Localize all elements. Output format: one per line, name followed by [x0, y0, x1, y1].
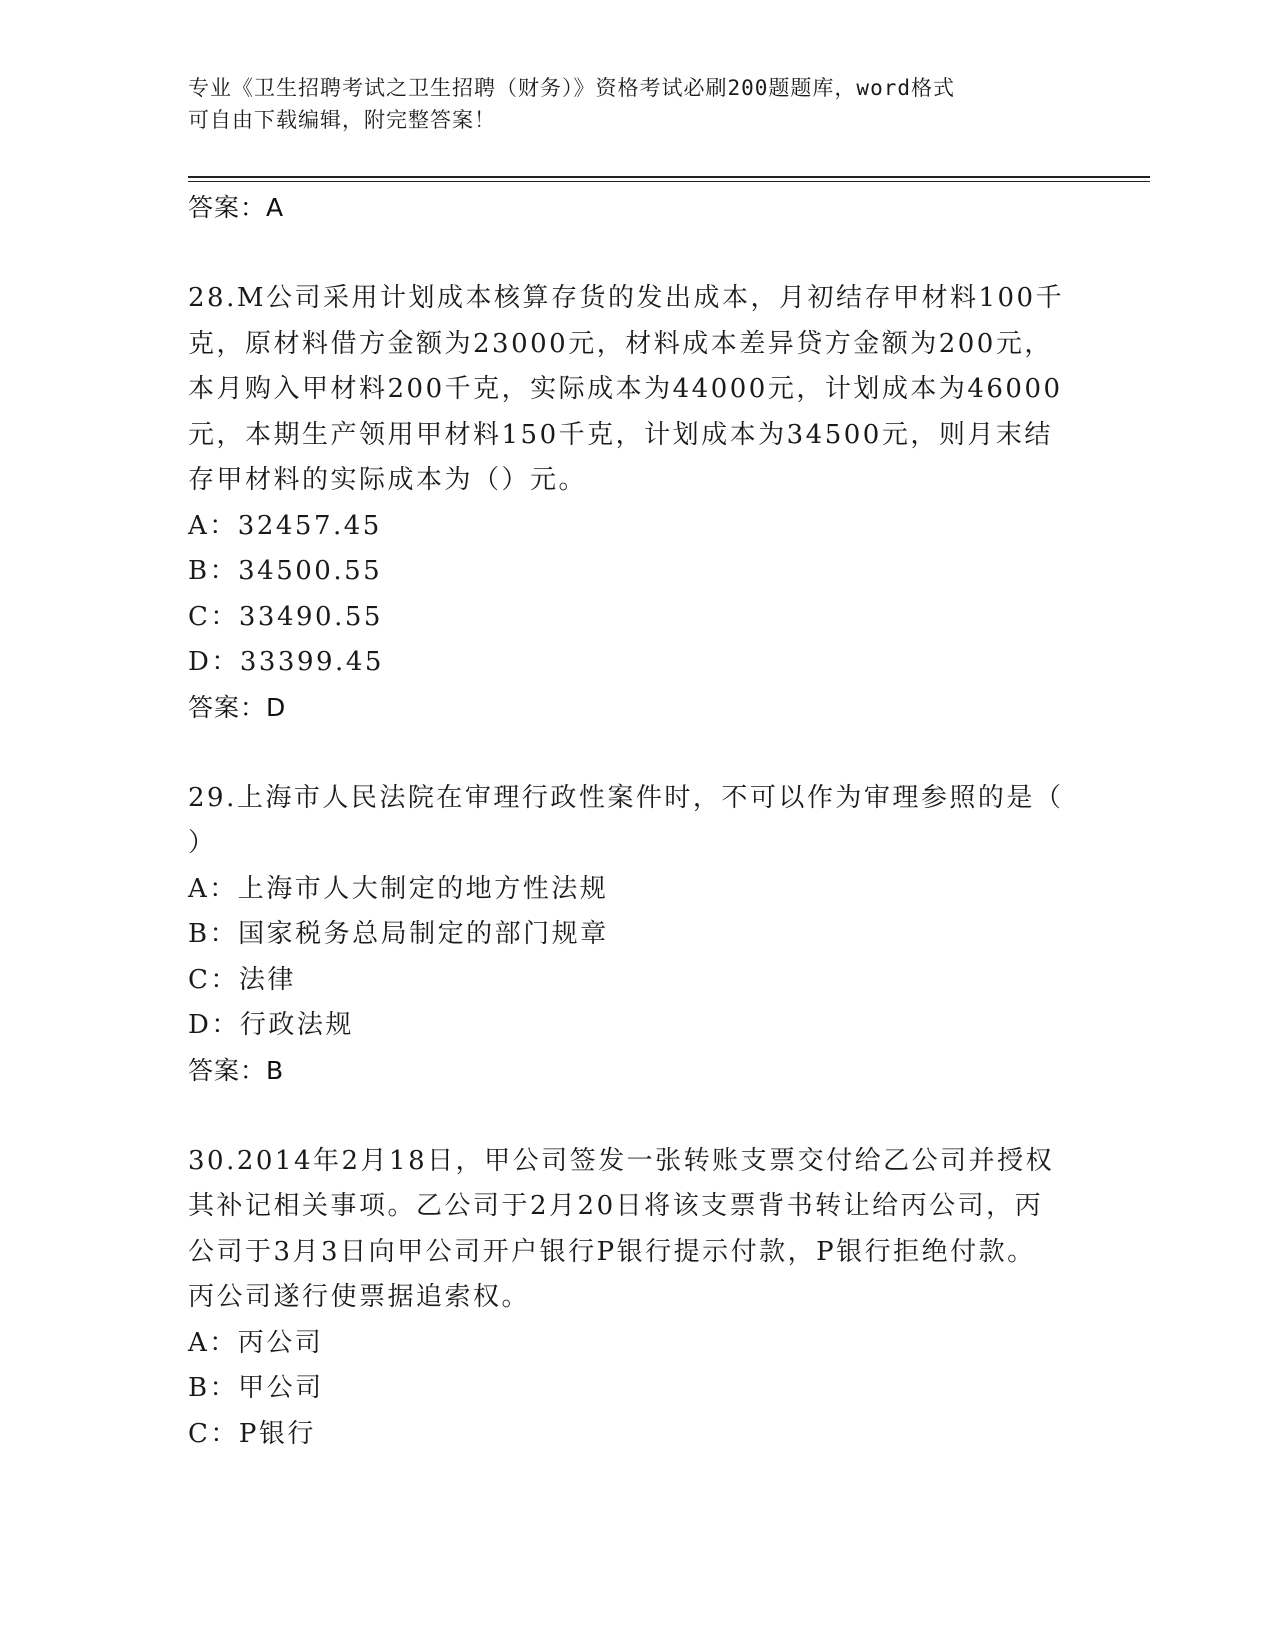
- answer-line: 答案：B: [188, 1055, 285, 1085]
- option-b: B：甲公司: [188, 1373, 324, 1403]
- question-block-29: [188, 776, 1068, 1087]
- answer-line: 答案：A: [188, 193, 285, 222]
- option-a: A：丙公司: [188, 1327, 324, 1358]
- question-line: 元，本期生产领用甲材料150千克，计划成本为34500元，则月末结: [188, 419, 1053, 450]
- page-header: [188, 72, 1068, 136]
- question-line: 其补记相关事项。乙公司于2月20日将该支票背书转让给丙公司，丙: [188, 1191, 1044, 1221]
- question-line: 28.M公司采用计划成本核算存货的发出成本，月初结存甲材料100千: [188, 283, 1065, 313]
- question-line: 存甲材料的实际成本为（）元。: [188, 465, 588, 495]
- header-divider-thin: [188, 181, 1150, 182]
- question-line: 29.上海市人民法院在审理行政性案件时，不可以作为审理参照的是（: [188, 782, 1064, 813]
- option-d: D：行政法规: [188, 1010, 354, 1040]
- option-c: C：33490.55: [188, 601, 383, 632]
- option-c: C：法律: [188, 964, 296, 995]
- question-line: 丙公司遂行使票据追索权。: [188, 1282, 531, 1312]
- option-b: B：国家税务总局制定的部门规章: [188, 919, 609, 949]
- question-line: 克，原材料借方金额为23000元，材料成本差异贷方金额为200元，: [188, 328, 1053, 359]
- option-a: A：32457.45: [188, 510, 382, 541]
- question-text: [188, 1139, 1068, 1321]
- question-block-28: [188, 276, 1068, 724]
- header-line-1: 专业《卫生招聘考试之卫生招聘（财务）》资格考试必刷200题题库，word格式: [188, 76, 955, 100]
- question-line: ）: [188, 828, 217, 858]
- option-c: C：P银行: [188, 1418, 316, 1449]
- option-d: D：33399.45: [188, 647, 384, 677]
- question-line: 公司于3月3日向甲公司开户银行P银行提示付款，P银行拒绝付款。: [188, 1236, 1036, 1267]
- question-line: 30.2014年2月18日，甲公司签发一张转账支票交付给乙公司并授权: [188, 1145, 1055, 1176]
- header-divider-thick: [188, 176, 1150, 178]
- option-b: B：34500.55: [188, 556, 383, 586]
- header-line-2: 可自由下载编辑，附完整答案！: [188, 108, 496, 132]
- option-a: A：上海市人大制定的地方性法规: [188, 873, 609, 904]
- question-block-30: [188, 1139, 1068, 1458]
- question-content: [188, 192, 1068, 1457]
- question-text: [188, 276, 1068, 504]
- question-line: 本月购入甲材料200千克，实际成本为44000元，计划成本为46000: [188, 374, 1063, 404]
- answer-line: 答案：D: [188, 692, 287, 722]
- question-text: [188, 776, 1068, 867]
